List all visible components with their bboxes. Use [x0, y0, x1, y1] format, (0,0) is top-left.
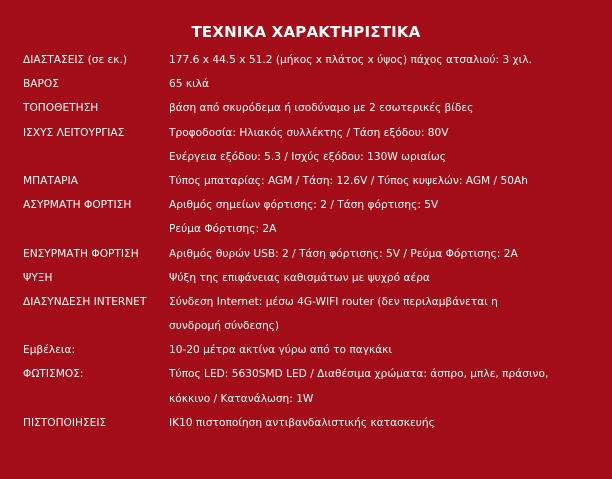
spec-row: [0, 72, 612, 96]
spec-row: [0, 169, 612, 193]
spec-row: [0, 290, 612, 314]
spec-row: [0, 338, 612, 362]
spec-label: ΦΩΤΙΣΜΟΣ:: [23, 368, 84, 381]
spec-value: κόκκινο / Κατανάλωση: 1W: [169, 392, 314, 405]
spec-value: 10-20 μέτρα ακτίνα γύρω από το παγκάκι: [169, 344, 393, 357]
spec-label: ΜΠΑΤΑΡΙΑ: [23, 174, 78, 187]
spec-value: Σύνδεση Internet: μέσω 4G-WIFI router (δεν περιλαμβάνεται η: [169, 295, 498, 308]
spec-label: ΔΙΑΣΤΑΣΕΙΣ (σε εκ.): [23, 54, 128, 66]
spec-label: Εμβέλεια:: [23, 344, 76, 357]
spec-value: Ενέργεια εξόδου: 5.3 / Ισχύς εξόδου: 130W ωριαίως: [169, 150, 447, 163]
spec-row: [0, 266, 612, 290]
spec-row: [0, 387, 612, 411]
spec-row: [0, 362, 612, 386]
spec-label: ΑΣΥΡΜΑΤΗ ΦΟΡΤΙΣΗ: [23, 199, 132, 212]
spec-value: Αριθμός σημείων φόρτισης: 2 / Τάση φόρτισης: 5V: [169, 199, 439, 212]
spec-row: [0, 193, 612, 217]
spec-row: [0, 145, 612, 169]
spec-value: Ψύξη της επιφάνειας καθισμάτων με ψυχρό αέρα: [169, 271, 430, 284]
spec-label: ΔΙΑΣΥΝΔΕΣΗ INTERNET: [23, 295, 147, 308]
spec-value: βάση από σκυρόδεμα ή ισοδύναμο με 2 εσωτερικές βίδες: [169, 102, 474, 115]
spec-value: 177.6 x 44.5 x 51.2 (μήκος x πλάτος x ύψος) πάχος ατσαλιού: 3 χιλ.: [169, 54, 532, 66]
spec-label: ΨΥΞΗ: [23, 271, 53, 284]
spec-row: [0, 96, 612, 120]
spec-row: [0, 411, 612, 435]
spec-value: Τροφοδοσία: Ηλιακός συλλέκτης / Τάση εξόδου: 80V: [169, 126, 449, 139]
spec-value: Αριθμός θυρών USB: 2 / Τάση φόρτισης: 5V / Ρεύμα Φόρτισης: 2A: [169, 247, 518, 260]
spec-row: [0, 314, 612, 338]
spec-value: Τύπος LED: 5630SMD LED / Διαθέσιμα χρώματα: άσπρο, μπλε, πράσινο,: [169, 368, 549, 381]
page-title: ΤΕΧΝΙΚΑ ΧΑΡΑΚΤΗΡΙΣΤΙΚΑ: [191, 23, 421, 41]
spec-label: ΠΙΣΤΟΠΟΙΗΣΕΙΣ: [23, 416, 107, 429]
spec-value: συνδρομή σύνδεσης): [169, 320, 280, 333]
spec-label: ΒΑΡΟΣ: [23, 78, 59, 91]
spec-label: ΤΟΠΟΘΕΤΗΣΗ: [23, 102, 99, 115]
spec-value: Ρεύμα Φόρτισης: 2A: [169, 223, 277, 236]
spec-label: ΙΣΧΥΣ ΛΕΙΤΟΥΡΓΙΑΣ: [23, 126, 125, 139]
spec-value: IK10 πιστοποίηση αντιβανδαλιστικής κατασκευής: [169, 416, 435, 429]
spec-row: [0, 217, 612, 241]
spec-row: [0, 48, 612, 72]
spec-label: ΕΝΣΥΡΜΑΤΗ ΦΟΡΤΙΣΗ: [23, 247, 139, 260]
spec-table: [0, 48, 612, 435]
spec-value: 65 κιλά: [169, 78, 209, 91]
spec-row: [0, 242, 612, 266]
spec-value: Τύπος μπαταρίας: AGM / Τάση: 12.6V / Τύπος κυψελών: AGM / 50Ah: [169, 174, 528, 187]
spec-row: [0, 121, 612, 145]
